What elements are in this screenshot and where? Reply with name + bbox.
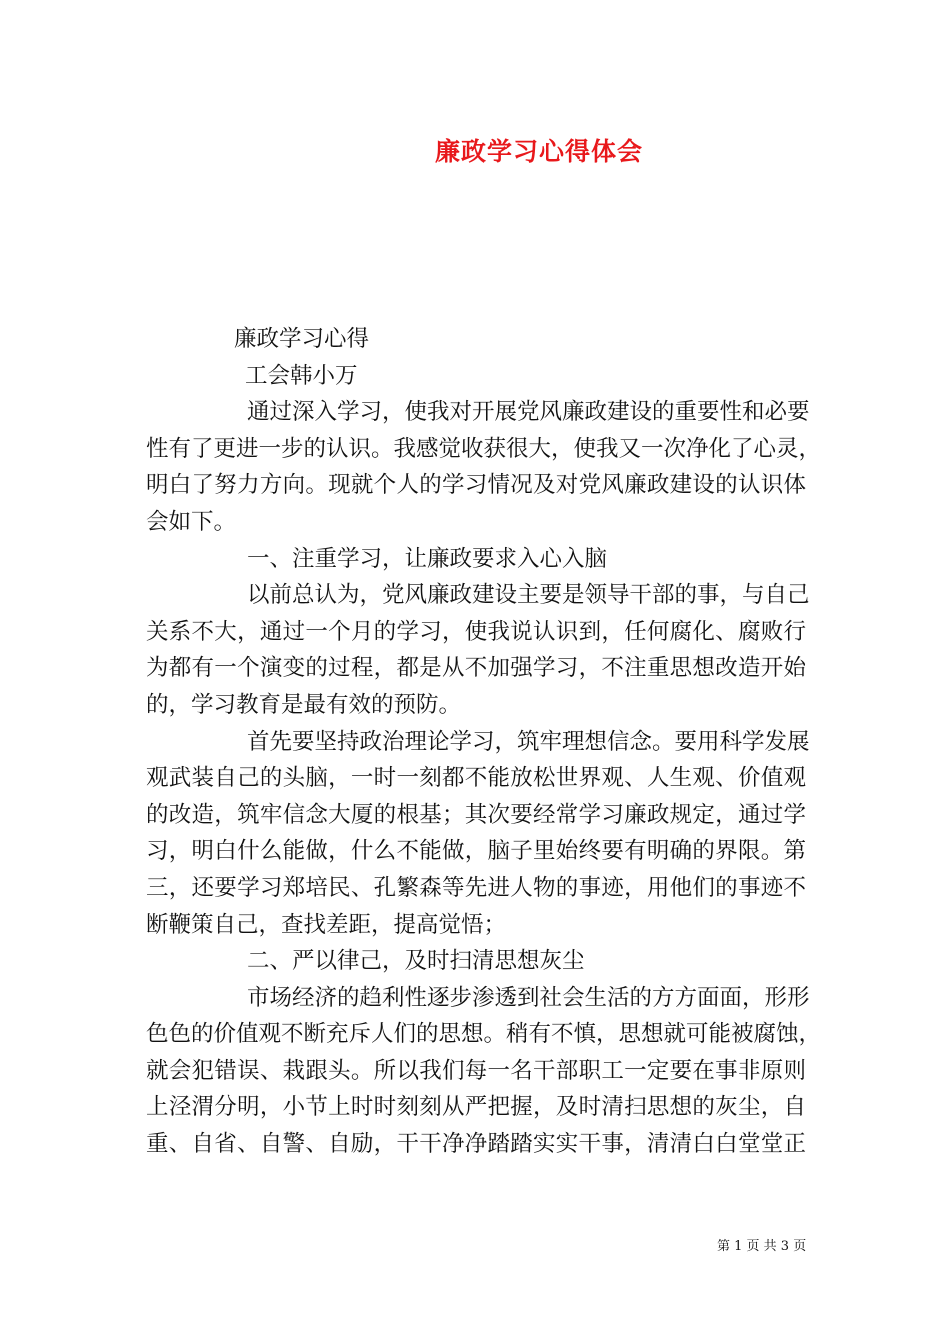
- paragraph-line: 断鞭策自己，查找差距，提高觉悟；: [146, 911, 507, 938]
- paragraph-line: 关系不大，通过一个月的学习，使我说认识到，任何腐化、腐败行: [146, 618, 806, 645]
- section-heading: 廉政学习心得: [234, 326, 370, 352]
- paragraph-line: 性有了更进一步的认识。我感觉收获很大，使我又一次净化了心灵，: [146, 435, 822, 462]
- section-heading: 一、注重学习，让廉政要求入心入脑: [247, 545, 608, 572]
- paragraph-line: 明白了努力方向。现就个人的学习情况及对党风廉政建设的认识体: [146, 472, 806, 499]
- paragraph-line: 观武装自己的头脑，一时一刻都不能放松世界观、人生观、价值观: [146, 765, 806, 792]
- paragraph-line: 上泾渭分明，小节上时时刻刻从严把握，及时清扫思想的灰尘，自: [146, 1094, 806, 1121]
- paragraph-line: 为都有一个演变的过程，都是从不加强学习，不注重思想改造开始: [146, 655, 806, 682]
- paragraph-line: 色色的价值观不断充斥人们的思想。稍有不慎，思想就可能被腐蚀，: [146, 1021, 822, 1048]
- paragraph-line: 的改造，筑牢信念大厦的根基；其次要经常学习廉政规定，通过学: [146, 801, 806, 828]
- page-number: 第 1 页 共 3 页: [717, 1239, 807, 1254]
- paragraph-line: 三，还要学习郑培民、孔繁森等先进人物的事迹，用他们的事迹不: [146, 874, 806, 901]
- paragraph-line: 以前总认为，党风廉政建设主要是领导干部的事，与自己: [247, 582, 810, 609]
- paragraph-line: 就会犯错误、栽跟头。所以我们每一名干部职工一定要在事非原则: [146, 1057, 806, 1084]
- paragraph-line: 通过深入学习，使我对开展党风廉政建设的重要性和必要: [247, 399, 810, 426]
- section-heading: 二、严以律己，及时扫清思想灰尘: [247, 948, 585, 975]
- paragraph-line: 习，明白什么能做，什么不能做，脑子里始终要有明确的界限。第: [146, 838, 806, 865]
- paragraph-line: 首先要坚持政治理论学习，筑牢理想信念。要用科学发展: [247, 728, 810, 755]
- page-title: 廉政学习心得体会: [434, 137, 643, 166]
- paragraph-line: 重、自省、自警、自励，干干净净踏踏实实干事，清清白白堂堂正: [146, 1131, 806, 1158]
- paragraph-line: 市场经济的趋利性逐步渗透到社会生活的方方面面，形形: [247, 984, 810, 1011]
- author-line: 工会韩小万: [245, 362, 358, 389]
- document-body: [146, 321, 822, 1163]
- paragraph-line: 的，学习教育是最有效的预防。: [146, 691, 462, 718]
- paragraph-line: 会如下。: [146, 508, 237, 535]
